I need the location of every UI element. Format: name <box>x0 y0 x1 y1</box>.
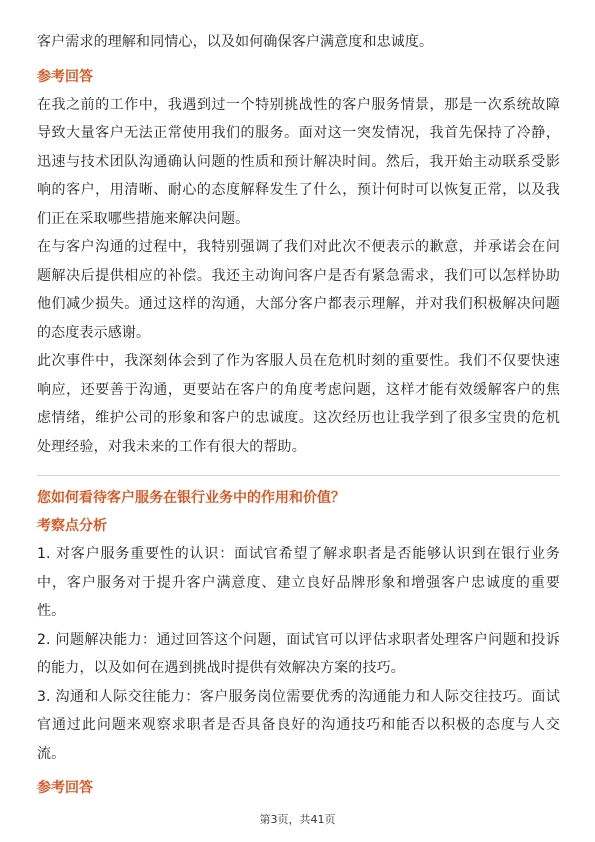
section-divider <box>37 475 560 476</box>
analysis-point-3: 3. 沟通和人际交往能力：客户服务岗位需要优秀的沟通能力和人际交往技巧。面试官通过此问题来观察求职者是否具备良好的沟通技巧和能否以积极的态度与人交流。 <box>37 688 560 762</box>
analysis-heading: 考察点分析 <box>37 518 107 534</box>
page-number: 第3页，共41页 <box>259 813 336 826</box>
answer-paragraph-1: 在我之前的工作中，我遇到过一个特别挑战性的客户服务情景，那是一次系统故障导致大量客户无法正常使用我们的服务。面对这一突发情况，我首先保持了冷静，迅速与技术团队沟通确认问题的性质和预计解决时间。然后，我开始主动联系受影响的客户，用清晰、耐心的态度解释发生了什么，预计何时可以恢复正常，以及我们正在采取哪些措施来解决问题。 <box>37 96 560 227</box>
analysis-point-2: 2. 问题解决能力：通过回答这个问题，面试官可以评估求职者处理客户问题和投诉的能力，以及如何在遇到挑战时提供有效解决方案的技巧。 <box>37 631 560 676</box>
reference-answer-heading-2: 参考回答 <box>37 780 93 796</box>
reference-answer-heading: 参考回答 <box>37 68 93 85</box>
analysis-point-1: 1. 对客户服务重要性的认识：面试官希望了解求职者是否能够认识到在银行业务中，客户服务对于提升客户满意度、建立良好品牌形象和增强客户忠诚度的重要性。 <box>37 546 560 619</box>
page-content <box>37 28 560 802</box>
question-title: 您如何看待客户服务在银行业务中的作用和价值？ <box>37 490 345 506</box>
answer-paragraph-3: 此次事件中，我深刻体会到了作为客服人员在危机时刻的重要性。我们不仅要快速响应，还要善于沟通，更要站在客户的角度考虑问题，这样才能有效缓解客户的焦虑情绪，维护公司的形象和客户的忠诚度。这次经历也让我学到了很多宝贵的危机处理经验，对我未来的工作有很大的帮助。 <box>37 353 560 455</box>
answer-paragraph-2: 在与客户沟通的过程中，我特别强调了我们对此次不便表示的歉意，并承诺会在问题解决后提供相应的补偿。我还主动询问客户是否有紧急需求，我们可以怎样协助他们减少损失。通过这样的沟通，大部分客户都表示理解，并对我们积极解决问题的态度表示感谢。 <box>37 239 560 341</box>
continued-text: 客户需求的理解和同情心，以及如何确保客户满意度和忠诚度。 <box>37 34 434 50</box>
